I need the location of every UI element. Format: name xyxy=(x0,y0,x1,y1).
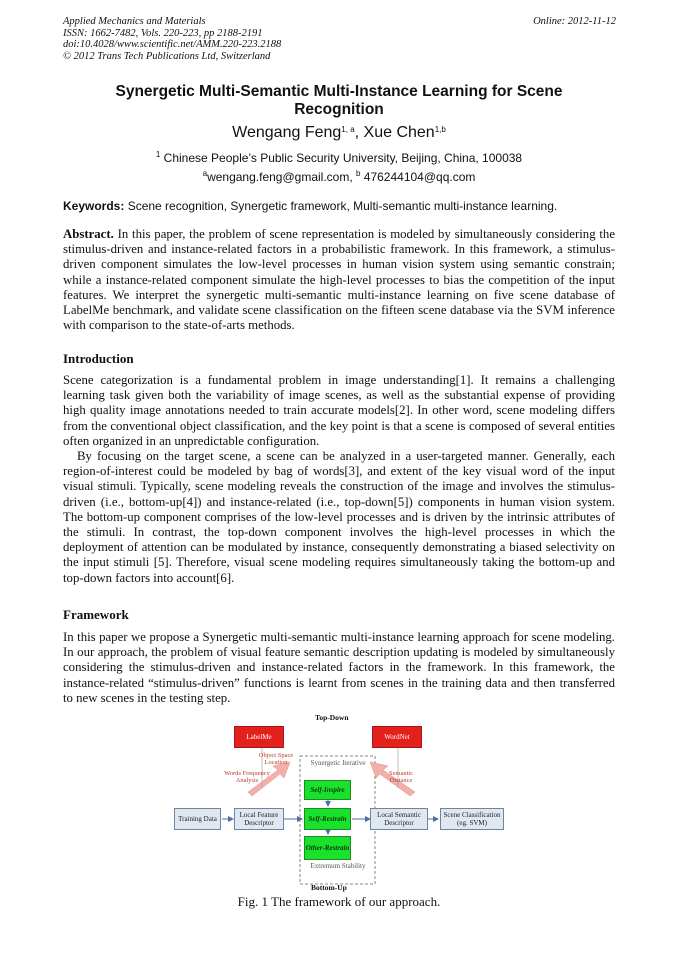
framework-heading: Framework xyxy=(63,607,129,622)
introduction-paragraph-2: By focusing on the target scene, a scene can be analyzed in a user-targeted manner. Generally, each region-of-interest could be modeled by bag of words[3], and extent of the key visual word of the input visual stimuli. Typically, scene modeling reveals the construction of the image and involves the stimulus-driven (i.e., bottom-up[4]) and instance-related (i.e., top-down[5]) components in human vision system. The bottom-up component comprises of the low-level processes and is driven by the intrinsic attributes of the stimuli. In contrast, the top-down component involves the high-level processes in which the deployment of attention can be modulated by instance, consequently demonstrating a biased selectivity on the input stimuli [5]. Therefore, visual scene modeling requires simultaneously taking the bottom-up and top-down factors into account[6]. xyxy=(63,449,615,585)
self-restrain-box: Self-Restrain xyxy=(304,808,351,830)
journal-info xyxy=(63,16,281,62)
online-date: Online: 2012-11-12 xyxy=(533,16,616,27)
email-a: wengang.feng@gmail.com, xyxy=(207,170,356,184)
bottom-up-label: Bottom-Up xyxy=(311,883,347,892)
email-a-sup: a xyxy=(202,169,208,178)
extremum-stability-label: Extremum Stability xyxy=(310,862,366,870)
framework-figure xyxy=(170,714,510,894)
email-b-sup: b xyxy=(356,169,361,178)
object-space-location-label: Object Space Location xyxy=(258,752,294,766)
labelme-box: LabelMe xyxy=(234,726,284,748)
keywords-text: Scene recognition, Synergetic framework, Multi-semantic multi-instance learning. xyxy=(124,199,558,213)
doi-line: doi:10.4028/www.scientific.net/AMM.220-223.2188 xyxy=(63,39,282,50)
figure-caption: Fig. 1 The framework of our approach. xyxy=(237,894,441,909)
introduction-heading: Introduction xyxy=(63,351,134,366)
training-data-box: Training Data xyxy=(174,808,221,830)
framework-paragraph: In this paper we propose a Synergetic multi-semantic multi-instance learning approach for scene modeling. In our approach, the problem of visual feature semantic description updating is modeled by simultaneously considering the stimulus-driven and instance-related factors in the framework. In this framework, the instance-related “stimulus-driven” functions is learnt from scenes in the training data and then transferred to new scenes in the testing step. xyxy=(63,630,615,705)
title-line-1: Synergetic Multi-Semantic Multi-Instance Learning for Scene xyxy=(115,83,563,100)
words-frequency-label: Words Frequency Analysis xyxy=(224,770,270,784)
issn-line: ISSN: 1662-7482, Vols. 220-223, pp 2188-2191 xyxy=(63,27,263,39)
scene-classification-box: Scene Classification (eg. SVM) xyxy=(440,808,504,830)
synergetic-iterative-label: Synergetic Iterative xyxy=(310,759,366,767)
self-inspire-box: Self-Inspire xyxy=(304,780,351,800)
title-line-2: Recognition xyxy=(294,101,384,118)
wordnet-box: WordNet xyxy=(372,726,422,748)
affiliation xyxy=(63,151,615,165)
semantic-distance-label: Semantic Distance xyxy=(388,770,414,784)
journal-name: Applied Mechanics and Materials xyxy=(63,16,206,27)
introduction-paragraph-1: Scene categorization is a fundamental problem in image understanding[1]. It remains a challenging learning task given both the variability of image scenes, as well as the substantial expense of providing high quality image annotations needed to train accurate models[2]. In other word, scene modeling differs from the conventional object classification, and the key point is that a scene is composed of several entities often organized in an unpredictable configuration. xyxy=(63,373,615,448)
other-restrain-box: Other-Restrain xyxy=(304,836,351,860)
author-2-sup: 1,b xyxy=(434,125,446,134)
authors xyxy=(63,124,615,142)
copyright-line: © 2012 Trans Tech Publications Ltd, Switzerland xyxy=(63,50,271,62)
abstract xyxy=(63,227,615,333)
keywords xyxy=(63,199,615,213)
local-semantic-box: Local Semantic Descriptor xyxy=(370,808,428,830)
abstract-label: Abstract. xyxy=(63,227,114,241)
author-separator: , xyxy=(354,124,364,141)
author-2: Xue Chen xyxy=(363,124,435,141)
top-down-label: Top-Down xyxy=(315,713,349,722)
affiliation-text: Chinese People’s Public Security University, Beijing, China, 100038 xyxy=(160,151,523,165)
keywords-label: Keywords: xyxy=(63,199,125,213)
paper-title xyxy=(63,83,615,119)
email-b: 476244104@qq.com xyxy=(360,170,476,184)
author-1: Wengang Feng xyxy=(232,124,342,141)
emails xyxy=(63,170,615,184)
local-feature-box: Local Feature Descriptor xyxy=(234,808,284,830)
abstract-text: In this paper, the problem of scene representation is modeled by simultaneously considering the stimulus-driven and instance-related factors in a probabilistic framework. In this framework, a stimulus-driven component simulates the low-level processes in human vision system using semantic constrain; while a instance-related component simulate the high-level processes to bias the competition of the input features. We interpret the synergetic multi-semantic multi-instance learning on five scene database of LabelMe benchmark, and validate scene classification on the fifteen scene database via the SVM inference with comparison to the state-of-arts methods. xyxy=(63,227,615,333)
affiliation-sup: 1 xyxy=(155,150,161,159)
author-1-sup: 1, a xyxy=(341,125,355,134)
